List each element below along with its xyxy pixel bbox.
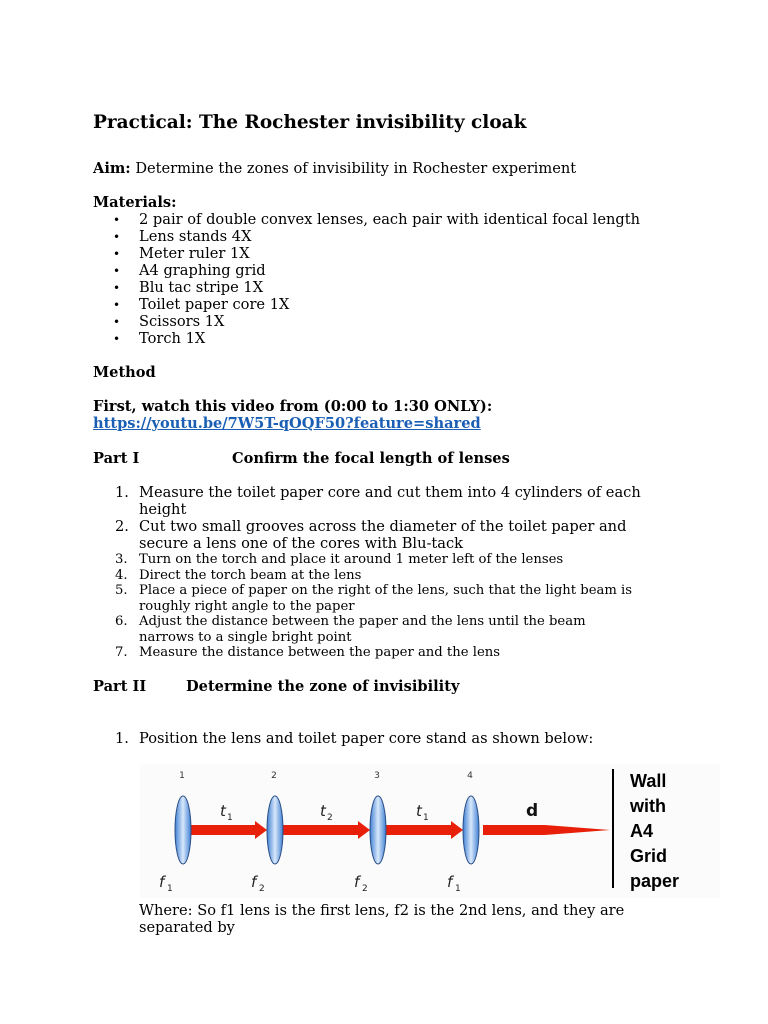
gap-subscript: 2	[327, 813, 333, 823]
step-number: 5.	[115, 583, 128, 598]
step-text: Measure the toilet paper core and cut them into 4 cylinders of each	[139, 484, 641, 501]
bullet-icon: •	[113, 332, 121, 346]
material-item	[113, 211, 640, 228]
where-text	[139, 902, 624, 936]
step-text: Turn on the torch and place it around 1 meter left of the lenses	[139, 552, 564, 567]
material-item-text: A4 graphing grid	[139, 262, 266, 279]
step-text: secure a lens one of the cores with Blu-tack	[139, 535, 464, 552]
part1-step	[93, 552, 641, 568]
step-text: Direct the torch beam at the lens	[139, 567, 362, 583]
step-text: height	[139, 501, 187, 518]
lens	[370, 796, 386, 864]
material-item	[113, 330, 640, 347]
step-text: narrows to a single bright point	[139, 629, 352, 645]
focal-label: f	[159, 873, 165, 891]
bullet-icon: •	[113, 298, 121, 312]
lens	[175, 796, 191, 864]
lens-number: 1	[179, 771, 185, 781]
beam-arrow	[191, 825, 257, 835]
step-text: Measure the distance between the paper and the lens	[139, 645, 501, 660]
material-item-text: Torch 1X	[139, 330, 206, 347]
part1-step	[93, 583, 641, 614]
gap-label: t	[220, 802, 226, 820]
material-item-text: Meter ruler 1X	[139, 245, 250, 262]
material-item	[113, 313, 640, 330]
aim-line	[93, 160, 576, 177]
material-item	[113, 245, 640, 262]
material-item	[113, 296, 640, 313]
lens-setup-diagram	[140, 764, 720, 898]
material-item	[113, 228, 640, 245]
lens-number: 2	[271, 771, 277, 781]
step-text: roughly right angle to the paper	[139, 598, 355, 614]
beam-arrow	[283, 825, 360, 835]
where-line-2: separated by	[139, 919, 235, 936]
part1-step	[93, 645, 641, 661]
step-text: Adjust the distance between the paper and the lens until the beam	[139, 614, 586, 629]
gap-subscript: 1	[227, 813, 233, 823]
lens-number: 4	[467, 771, 473, 781]
material-item-text: Blu tac stripe 1X	[139, 279, 264, 296]
bullet-icon: •	[113, 247, 121, 261]
lens-number: 3	[374, 771, 380, 781]
lens	[267, 796, 283, 864]
wall-label: paper	[630, 871, 680, 891]
step-number: 2.	[115, 518, 129, 535]
part1-step	[93, 568, 641, 584]
part1-title: Confirm the focal length of lenses	[232, 450, 510, 467]
focal-label: f	[447, 873, 453, 891]
step-text: Cut two small grooves across the diameter of the toilet paper and	[139, 518, 627, 535]
part2-step-number: 1.	[115, 730, 129, 747]
part2-title: Determine the zone of invisibility	[186, 678, 460, 695]
focal-label: f	[251, 873, 257, 891]
video-instruction: First, watch this video from (0:00 to 1:30 ONLY):	[93, 398, 493, 415]
part1-label: Part I	[93, 450, 140, 467]
bullet-icon: •	[113, 230, 121, 244]
gap-label: t	[416, 802, 422, 820]
bullet-icon: •	[113, 281, 121, 295]
bullet-icon: •	[113, 264, 121, 278]
focal-subscript: 1	[167, 884, 173, 894]
material-item	[113, 262, 640, 279]
part1-step	[93, 484, 641, 518]
page-title: Practical: The Rochester invisibility cloak	[93, 112, 527, 133]
aim-label: Aim:	[93, 160, 131, 177]
materials-heading: Materials:	[93, 194, 177, 211]
step-text: Place a piece of paper on the right of the lens, such that the light beam is	[139, 583, 633, 598]
step-number: 6.	[115, 614, 128, 629]
focal-label: f	[354, 873, 360, 891]
material-item-text: Toilet paper core 1X	[139, 296, 290, 313]
lens	[463, 796, 479, 864]
focal-subscript: 1	[455, 884, 461, 894]
material-item-text: Scissors 1X	[139, 313, 225, 330]
gap-label: t	[320, 802, 326, 820]
part1-step	[93, 614, 641, 645]
bullet-icon: •	[113, 315, 121, 329]
material-item-text: 2 pair of double convex lenses, each pair with identical focal length	[139, 211, 640, 228]
distance-label: d	[526, 801, 539, 821]
part1-step	[93, 518, 641, 552]
step-number: 7.	[115, 645, 128, 660]
wall-label: A4	[630, 821, 654, 841]
focal-subscript: 2	[259, 884, 265, 894]
material-item	[113, 279, 640, 296]
where-line-1: Where: So f1 lens is the first lens, f2 is the 2nd lens, and they are	[139, 902, 625, 919]
materials-list	[113, 211, 640, 347]
step-number: 3.	[115, 552, 128, 567]
aim-text: Determine the zones of invisibility in Rochester experiment	[130, 160, 577, 177]
material-item-text: Lens stands 4X	[139, 228, 252, 245]
wall-label: with	[630, 796, 666, 816]
beam-arrow	[386, 825, 453, 835]
wall-label: Grid	[630, 846, 668, 866]
step-number: 1.	[115, 484, 129, 501]
method-heading: Method	[93, 364, 156, 381]
gap-subscript: 1	[423, 813, 429, 823]
part2-step-text: Position the lens and toilet paper core stand as shown below:	[139, 730, 594, 747]
part1-steps	[93, 484, 641, 661]
part2-label: Part II	[93, 678, 147, 695]
video-link[interactable]: https://youtu.be/7W5T-qOQF50?feature=shared	[93, 415, 481, 432]
focal-subscript: 2	[362, 884, 368, 894]
step-number: 4.	[115, 567, 128, 583]
wall-label: Wall	[630, 771, 667, 791]
bullet-icon: •	[113, 213, 121, 227]
